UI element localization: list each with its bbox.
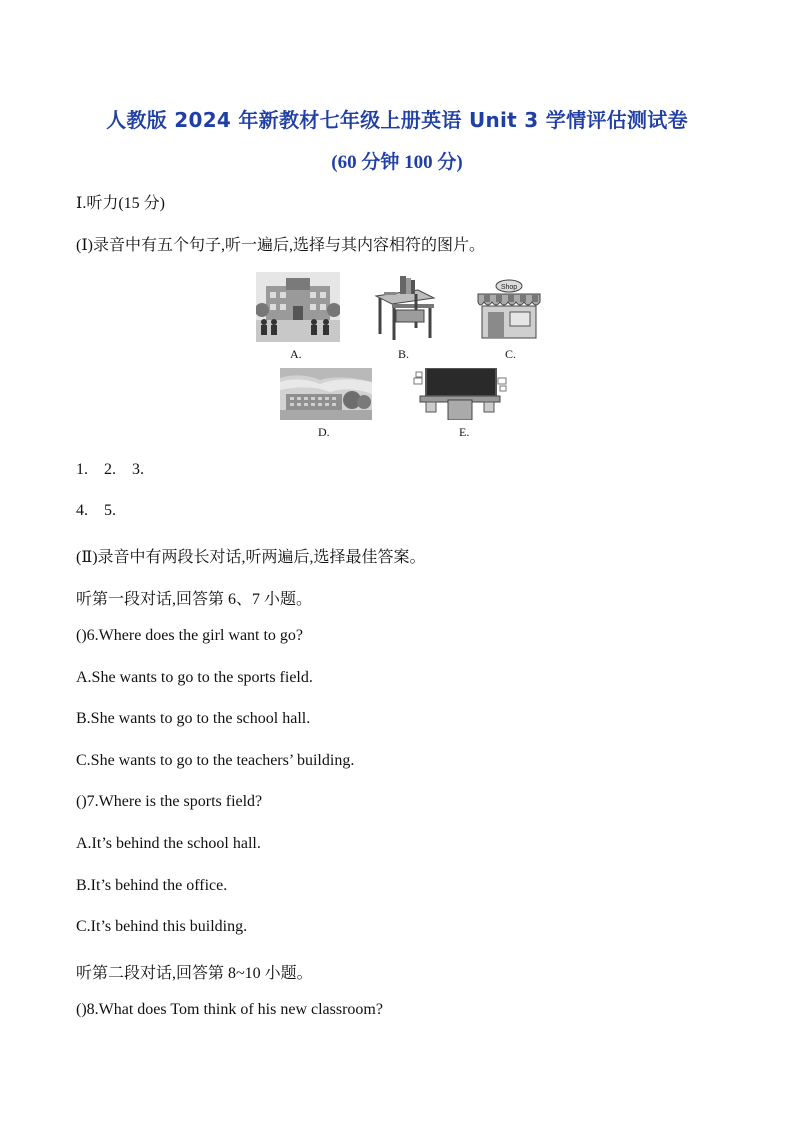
shop-sign-text: Shop — [500, 284, 518, 291]
answer-blanks-4-5: 4. 5. — [76, 502, 116, 519]
question-7: ()7.Where is the sports field? — [76, 793, 263, 810]
option-6a: A.She wants to go to the sports field. — [76, 669, 313, 686]
image-label: A. — [290, 347, 302, 361]
section-heading: Ⅰ.听力(15 分) — [76, 195, 165, 212]
image-label: C. — [505, 347, 517, 361]
option-7b: B.It’s behind the office. — [76, 877, 228, 894]
option-7a: A.It’s behind the school hall. — [76, 835, 261, 852]
option-6b: B.She wants to go to the school hall. — [76, 710, 311, 727]
dialog-intro: 听第一段对话,回答第 6、7 小题。 — [76, 591, 313, 608]
part-instruction: (Ⅰ)录音中有五个句子,听一遍后,选择与其内容相符的图片。 — [76, 237, 485, 254]
campus-picture — [280, 368, 372, 420]
dialog-intro: 听第二段对话,回答第 8~10 小题。 — [76, 965, 313, 982]
image-label: B. — [398, 347, 410, 361]
image-label: D. — [318, 425, 330, 439]
question-6: ()6.Where does the girl want to go? — [76, 627, 304, 644]
classroom-picture — [412, 368, 508, 420]
answer-blanks-1-3: 1. 2. 3. — [76, 461, 144, 478]
desk-picture — [374, 272, 436, 342]
option-7c: C.It’s behind this building. — [76, 918, 248, 935]
part-instruction: (Ⅱ)录音中有两段长对话,听两遍后,选择最佳答案。 — [76, 549, 426, 566]
option-6c: C.She wants to go to the teachers’ building. — [76, 752, 355, 769]
question-8: ()8.What does Tom think of his new classroom? — [76, 1001, 383, 1018]
page-subtitle: (60 分钟 100 分) — [331, 152, 463, 173]
shop-picture — [474, 278, 544, 340]
school-picture — [256, 272, 340, 342]
page-title: 人教版 2024 年新教材七年级上册英语 Unit 3 学情评估测试卷 — [106, 108, 688, 132]
image-label: E. — [459, 425, 470, 439]
